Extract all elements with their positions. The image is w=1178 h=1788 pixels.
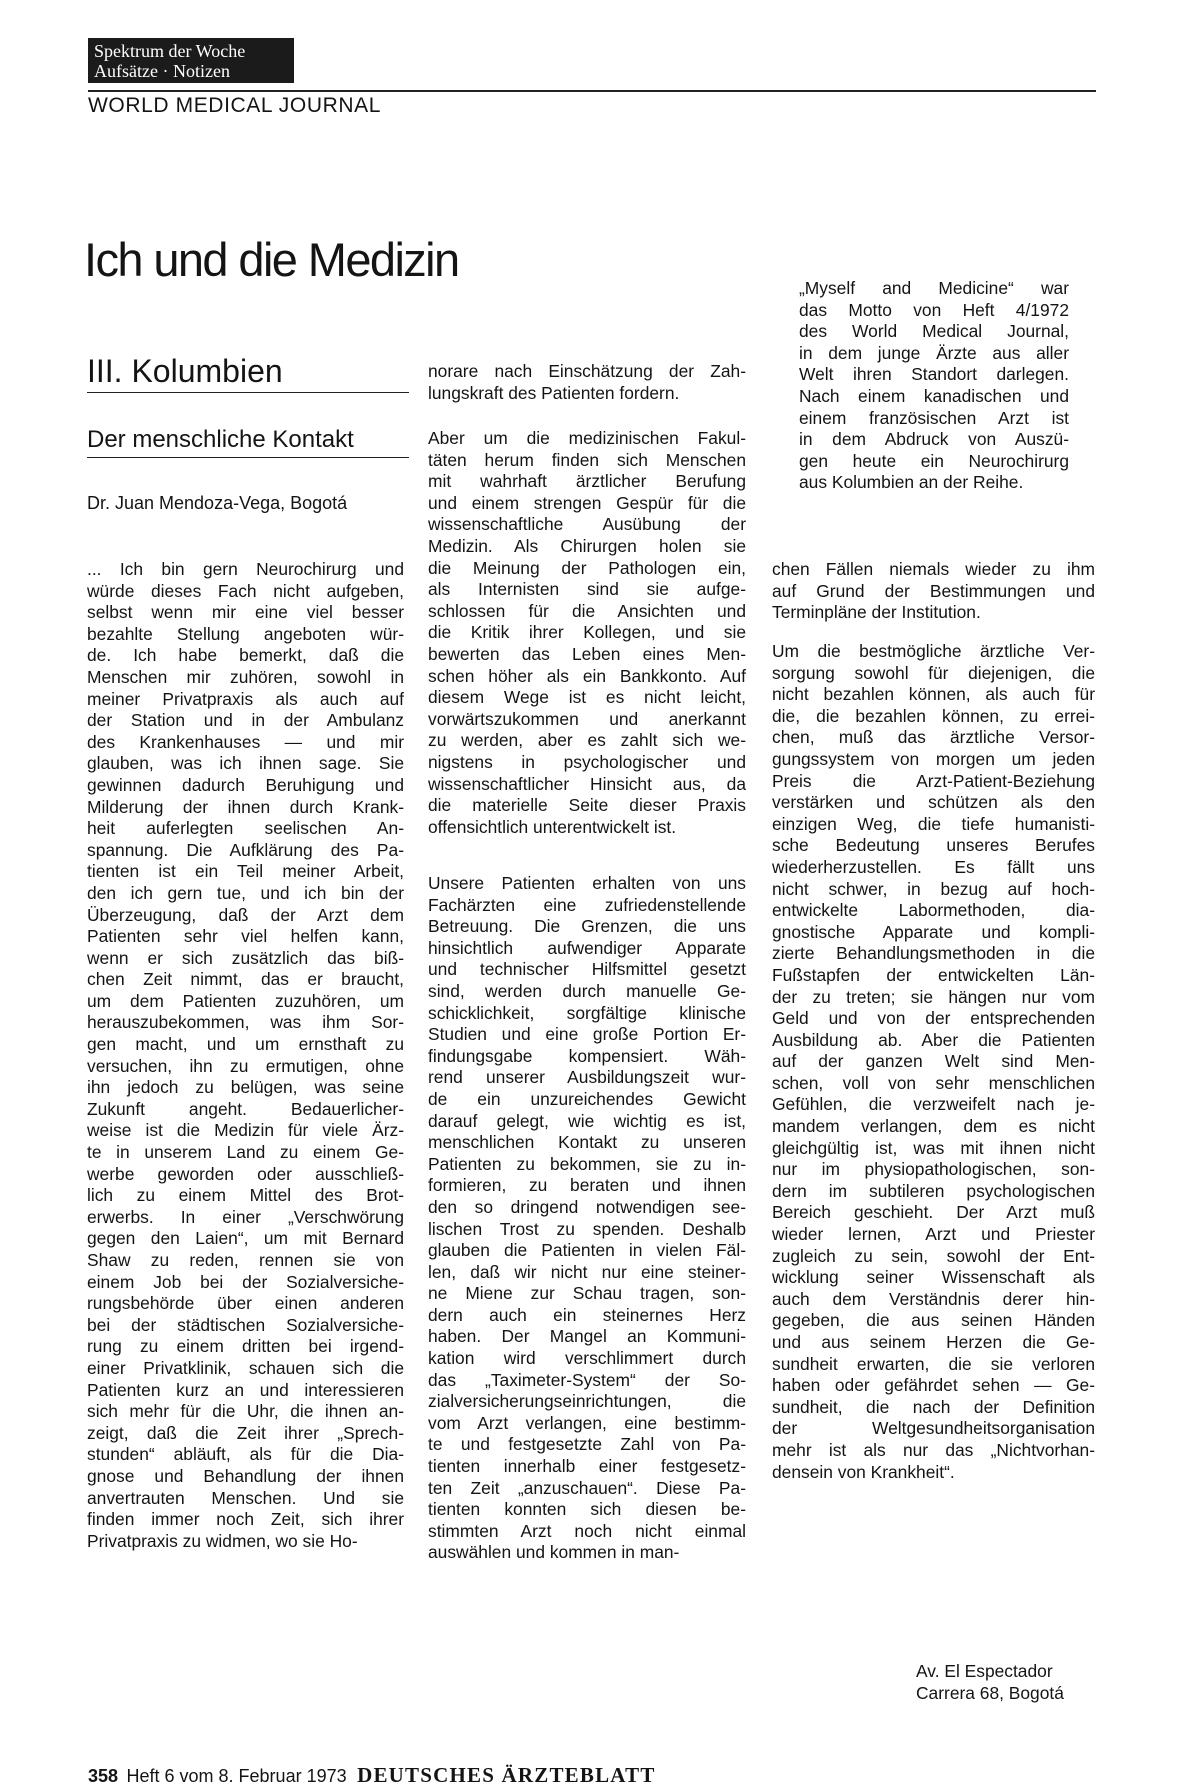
column-1-text: [87, 559, 404, 1552]
text-line: gen macht, und um ernsthaft zu: [87, 1034, 404, 1055]
text-line: wieder lernen, Arzt und Priester: [772, 1224, 1095, 1245]
text-line: stimmten Arzt noch nicht einmal: [428, 1520, 746, 1541]
text-line: len, daß wir nicht nur eine steiner-: [428, 1261, 746, 1282]
text-line: und aus seinem Herzen die Ge-: [772, 1332, 1095, 1352]
text-line: werbe geworden oder ausschließ-: [87, 1163, 404, 1184]
text-line: vorwärtszukommen und anerkannt: [428, 708, 746, 729]
text-line: ne Miene zur Schau tragen, son-: [428, 1283, 746, 1304]
page-number: 358: [88, 1766, 119, 1786]
text-line: die Meinung der Pathologen ein,: [428, 557, 746, 578]
text-line: weise ist die Medizin für viele Ärz-: [87, 1120, 404, 1141]
text-line: erwerbs. In einer „Verschwörung: [87, 1206, 404, 1227]
text-line: Betreuung. Die Grenzen, die uns: [428, 916, 746, 937]
text-line: rung zu einem dritten bei irgend-: [87, 1336, 404, 1357]
text-line: Überzeugung, daß der Arzt dem: [87, 904, 404, 925]
text-line: Patienten sehr viel helfen kann,: [87, 926, 404, 947]
text-line: täten herum finden sich Menschen: [428, 449, 746, 470]
text-line: mandem verlangen, dem es nicht: [772, 1116, 1095, 1137]
text-line: um dem Patienten zuzuhören, um: [87, 990, 404, 1011]
text-line: gnose und Behandlung der ihnen: [87, 1465, 404, 1486]
text-line: zialversicherungseinrichtungen, die: [428, 1391, 746, 1412]
text-line: in dem Abdruck von Auszü-: [799, 429, 1069, 450]
intro-box-text: [799, 278, 1069, 494]
text-line: schen, voll von sehr menschlichen: [772, 1072, 1095, 1093]
text-line: zeigt, daß die Zeit ihrer „Sprech-: [87, 1422, 404, 1443]
text-line: bei der städtischen Sozialversiche-: [87, 1314, 404, 1335]
text-line: Zukunft angeht. Bedauerlicher-: [87, 1098, 404, 1119]
text-line: Menschen mir zuhören, sowohl in: [87, 666, 404, 687]
text-line: mit wahrhaft ärztlicher Berufung: [428, 471, 746, 492]
text-line: entwickelte Labormethoden, dia-: [772, 900, 1095, 921]
column-2-paragraph-3: [428, 873, 746, 1564]
text-line: schen höher als ein Bankkonto. Auf: [428, 665, 746, 686]
text-line: auf Grund der Bestimmungen und: [772, 580, 1095, 601]
text-line: meiner Privatpraxis als auch auf: [87, 688, 404, 709]
text-line: de ein unzureichendes Gewicht: [428, 1088, 746, 1109]
text-line: chen Fällen niemals wieder zu ihm: [772, 559, 1095, 579]
text-line: de. Ich habe bemerkt, daß die: [87, 645, 404, 666]
text-line: wissenschaftliche Ausübung der: [428, 514, 746, 535]
text-line: Patienten zu bekommen, sie zu in-: [428, 1153, 746, 1174]
text-line: gnostische Apparate und kompli-: [772, 921, 1095, 942]
text-line: Um die bestmögliche ärztliche Ver-: [772, 641, 1095, 661]
text-line: den ich gern tue, und ich bin der: [87, 882, 404, 903]
text-line: te und festgesetzte Zahl von Pa-: [428, 1434, 746, 1455]
text-line: rungsbehörde über einen anderen: [87, 1293, 404, 1314]
text-line: Ausbildung ab. Aber die Patienten: [772, 1029, 1095, 1050]
text-line: haben oder gefährdet sehen — Ge-: [772, 1375, 1095, 1396]
text-line: densein von Krankheit“.: [772, 1461, 955, 1482]
text-line: stunden“ abläuft, als für die Dia-: [87, 1444, 404, 1465]
text-line: versuchen, ihn zu ermutigen, ohne: [87, 1055, 404, 1076]
text-line: das Motto von Heft 4/1972: [799, 299, 1069, 320]
text-line: zierte Behandlungsmethoden in die: [772, 943, 1095, 964]
address-line-1: Av. El Espectador: [916, 1661, 1053, 1681]
text-line: dern im subtileren psychologischen: [772, 1180, 1095, 1201]
text-line: findungsgabe kompensiert. Wäh-: [428, 1045, 746, 1066]
text-line: der Weltgesundheitsorganisation: [772, 1418, 1095, 1439]
text-line: der Station und in der Ambulanz: [87, 710, 404, 731]
text-line: wicklung seiner Wissenschaft als: [772, 1267, 1095, 1288]
column-3-paragraph-2: [772, 641, 1095, 1483]
text-line: mehr ist als nur das „Nichtvorhan-: [772, 1439, 1095, 1460]
text-line: einem Job bei der Sozialversiche-: [87, 1271, 404, 1292]
text-line: diesem Wege ist es nicht leicht,: [428, 687, 746, 708]
text-line: nigstens in psychologischer und: [428, 751, 746, 772]
text-line: auch dem Verständnis derer hin-: [772, 1288, 1095, 1309]
text-line: Unsere Patienten erhalten von uns: [428, 873, 746, 893]
text-line: die, die bezahlen können, zu errei-: [772, 705, 1095, 726]
text-line: „Myself and Medicine“ war: [799, 278, 1069, 298]
text-line: chen Zeit nimmt, das er braucht,: [87, 969, 404, 990]
text-line: auswählen und kommen in man-: [428, 1542, 680, 1563]
text-line: lungskraft des Patienten fordern.: [428, 382, 680, 403]
text-line: Shaw zu reden, rennen sie von: [87, 1250, 404, 1270]
text-line: bezahlte Stellung angeboten wür-: [87, 623, 404, 644]
header-rule: [88, 90, 1096, 92]
text-line: haben. Der Mangel an Kommuni-: [428, 1326, 746, 1347]
text-line: des Krankenhauses — und mir: [87, 731, 404, 752]
text-line: darauf gelegt, wie wichtig es ist,: [428, 1110, 746, 1131]
text-line: schicklichkeit, sorgfältige klinische: [428, 1002, 746, 1023]
text-line: kation wird verschlimmert durch: [428, 1348, 746, 1369]
column-3-paragraph-1: [772, 559, 1095, 624]
text-line: nicht schwer, in bezug auf hoch-: [772, 878, 1095, 899]
text-line: sche Bedeutung unseres Berufes: [772, 835, 1095, 856]
text-line: wiederherzustellen. Es fällt uns: [772, 856, 1095, 877]
text-line: nur im physiopathologischen, son-: [772, 1159, 1095, 1180]
text-line: den so dringend notwendigen see-: [428, 1196, 746, 1217]
text-line: das „Taximeter-System“ der So-: [428, 1369, 746, 1390]
page-footer: [88, 1763, 656, 1788]
text-line: formieren, zu beraten und ihnen: [428, 1175, 746, 1196]
text-line: Patienten kurz an und interessieren: [87, 1379, 404, 1400]
text-line: gegeben, die aus seinen Händen: [772, 1310, 1095, 1331]
journal-name: WORLD MEDICAL JOURNAL: [88, 94, 382, 117]
text-line: gewinnen dadurch Beruhigung und: [87, 774, 404, 795]
text-line: bewerten das Leben eines Men-: [428, 643, 746, 664]
text-line: lischen Trost zu spenden. Deshalb: [428, 1218, 746, 1239]
text-line: Fachärzten eine zufriedenstellende: [428, 894, 746, 915]
sub-heading: Der menschliche Kontakt: [87, 425, 409, 458]
text-line: glauben die Patienten in vielen Fäl-: [428, 1240, 746, 1261]
text-line: gen heute ein Neurochirurg: [799, 450, 1069, 471]
text-line: dern auch ein steinernes Herz: [428, 1304, 746, 1325]
text-line: rend unserer Ausbildungszeit wur-: [428, 1067, 746, 1088]
section-badge: [88, 38, 294, 83]
text-line: einer Privatklinik, schauen sich die: [87, 1357, 404, 1378]
text-line: norare nach Einschätzung der Zah-: [428, 361, 746, 381]
text-line: Medizin. Als Chirurgen holen sie: [428, 535, 746, 556]
text-line: nicht bezahlen können, als auch für: [772, 684, 1095, 705]
text-line: ... Ich bin gern Neurochirurg und: [87, 559, 404, 579]
text-line: offensichtlich unterentwickelt ist.: [428, 816, 677, 837]
text-line: finden immer noch Zeit, sich ihrer: [87, 1509, 404, 1530]
text-line: aus Kolumbien an der Reihe.: [799, 472, 1024, 493]
text-line: wenn er sich zusätzlich das biß-: [87, 947, 404, 968]
text-line: und technischer Hilfsmittel gesetzt: [428, 959, 746, 980]
text-line: Bereich geschieht. Der Arzt muß: [772, 1202, 1095, 1223]
text-line: spannung. Die Aufklärung des Pa-: [87, 839, 404, 860]
text-line: Welt ihren Standort darlegen.: [799, 364, 1069, 385]
text-line: hinsichtlich aufwendiger Apparate: [428, 937, 746, 958]
column-2-paragraph-2: [428, 428, 746, 838]
article-title: Ich und die Medizin: [84, 233, 459, 286]
text-line: einem französischen Arzt ist: [799, 407, 1069, 428]
text-line: des World Medical Journal,: [799, 321, 1069, 342]
text-line: te in unserem Land zu einem Ge-: [87, 1142, 404, 1163]
text-line: heit auferlegten seelischen An-: [87, 818, 404, 839]
author-line: Dr. Juan Mendoza-Vega, Bogotá: [87, 493, 348, 513]
section-badge-line-1: Spektrum der Woche: [94, 41, 246, 61]
text-line: als Internisten sind sie aufge-: [428, 579, 746, 600]
text-line: der zu treten; sie hängen nur vom: [772, 986, 1095, 1007]
text-line: Nach einem kanadischen und: [799, 385, 1069, 406]
text-line: auf der ganzen Welt sind Men-: [772, 1051, 1095, 1072]
magazine-name: DEUTSCHES ÄRZTEBLATT: [357, 1763, 656, 1787]
text-line: zu werden, aber es zahlt sich we-: [428, 730, 746, 751]
text-line: sundheit, die nach der Definition: [772, 1396, 1095, 1417]
text-line: gleichgültig ist, was mit ihnen nicht: [772, 1137, 1095, 1158]
text-line: anvertrauten Menschen. Und sie: [87, 1487, 404, 1508]
text-line: Geld und von der entsprechenden: [772, 1008, 1095, 1029]
text-line: Gefühlen, die verzweifelt nach je-: [772, 1094, 1095, 1115]
section-heading: III. Kolumbien: [87, 352, 409, 393]
text-line: Terminpläne der Institution.: [772, 602, 981, 623]
text-line: Preis die Arzt-Patient-Beziehung: [772, 770, 1095, 791]
text-line: die materielle Seite dieser Praxis: [428, 795, 746, 816]
section-badge-line-2: Aufsätze · Notizen: [94, 61, 230, 81]
text-line: sorgung sowohl für diejenigen, die: [772, 662, 1095, 683]
text-line: gungssystem von morgen um jeden: [772, 748, 1095, 769]
text-line: die Kritik ihrer Kollegen, und sie: [428, 622, 746, 643]
text-line: und einem strengen Gespür für die: [428, 492, 746, 513]
text-line: sind, werden durch manuelle Ge-: [428, 980, 746, 1001]
text-line: selbst wenn mir eine viel besser: [87, 602, 404, 623]
text-line: wissenschaftlicher Hinsicht aus, da: [428, 773, 746, 794]
text-line: ihn jedoch zu belügen, was seine: [87, 1077, 404, 1098]
text-line: herauszubekommen, was ihm Sor-: [87, 1012, 404, 1033]
text-line: Milderung der ihnen durch Krank-: [87, 796, 404, 817]
text-line: sundheit erwarten, die sie verloren: [772, 1353, 1095, 1374]
text-line: vom Arzt verlangen, eine bestimm-: [428, 1412, 746, 1433]
text-line: lich zu einem Mittel des Brot-: [87, 1185, 404, 1206]
text-line: tienten innerhalb einer festgesetz-: [428, 1456, 746, 1477]
text-line: verstärken und schützen als den: [772, 792, 1095, 813]
text-line: einzigen Weg, die tiefe humanisti-: [772, 813, 1095, 834]
text-line: würde dieses Fach nicht aufgeben,: [87, 580, 404, 601]
text-line: in dem junge Ärzte aus aller: [799, 342, 1069, 363]
text-line: tienten ist ein Teil meiner Arbeit,: [87, 861, 404, 882]
text-line: tienten konnten sich diesen be-: [428, 1499, 746, 1520]
text-line: Fußstapfen der entwickelten Län-: [772, 964, 1095, 985]
text-line: glauben, was ich ihnen sage. Sie: [87, 753, 404, 774]
text-line: Privatpraxis zu widmen, wo sie Ho-: [87, 1530, 358, 1551]
text-line: schlossen für die Ansichten und: [428, 600, 746, 621]
text-line: sich mehr für die Uhr, die ihnen an-: [87, 1401, 404, 1422]
column-2-paragraph-1: [428, 361, 746, 404]
address-line-2: Carrera 68, Bogotá: [916, 1683, 1064, 1703]
text-line: menschlichen Kontakt zu unseren: [428, 1132, 746, 1153]
text-line: Studien und eine große Portion Er-: [428, 1024, 746, 1045]
text-line: zugleich zu sein, sowohl der Ent-: [772, 1245, 1095, 1266]
author-address: [916, 1660, 1064, 1704]
text-line: Aber um die medizinischen Fakul-: [428, 428, 746, 448]
text-line: gegen den Laien“, um mit Bernard: [87, 1228, 404, 1249]
issue-info: Heft 6 vom 8. Februar 1973: [126, 1766, 347, 1786]
text-line: chen, muß das ärztliche Versor-: [772, 727, 1095, 748]
text-line: ten Zeit „anzuschauen“. Diese Pa-: [428, 1477, 746, 1498]
